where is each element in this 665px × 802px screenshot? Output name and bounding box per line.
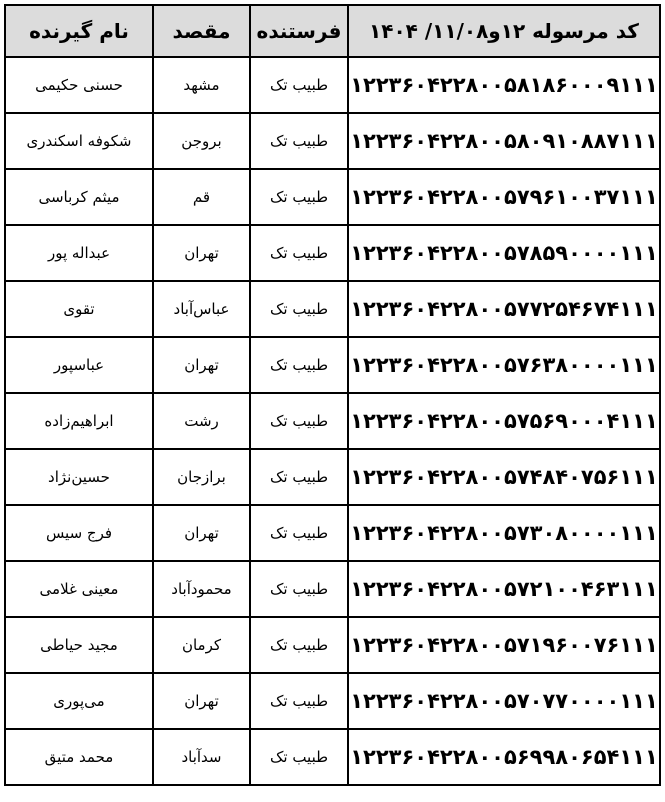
cell-recipient: عباسپور (5, 337, 153, 393)
cell-code (348, 617, 660, 673)
tracking-code: ۱۲۲۳۶۰۴۲۲۸۰۰۵۷۰۷۷۰۰۰۰۱۱۱ (350, 689, 658, 713)
cell-sender: طبیب تک (250, 449, 348, 505)
cell-code (348, 281, 660, 337)
cell-code (348, 113, 660, 169)
tracking-code: ۱۲۲۳۶۰۴۲۲۸۰۰۵۸۰۹۱۰۸۸۷۱۱۱ (350, 129, 658, 153)
table-row (5, 561, 660, 617)
shipment-table (4, 4, 661, 786)
cell-recipient: شکوفه اسکندری (5, 113, 153, 169)
table-row (5, 673, 660, 729)
cell-sender: طبیب تک (250, 393, 348, 449)
cell-code (348, 505, 660, 561)
tracking-code: ۱۲۲۳۶۰۴۲۲۸۰۰۵۷۴۸۴۰۷۵۶۱۱۱ (350, 465, 658, 489)
cell-code (348, 729, 660, 785)
cell-code (348, 561, 660, 617)
cell-code (348, 673, 660, 729)
cell-destination: تهران (153, 673, 250, 729)
cell-sender: طبیب تک (250, 113, 348, 169)
table-row (5, 225, 660, 281)
cell-code (348, 225, 660, 281)
cell-recipient: تقوی (5, 281, 153, 337)
cell-destination: بروجن (153, 113, 250, 169)
table-row (5, 505, 660, 561)
cell-sender: طبیب تک (250, 337, 348, 393)
cell-recipient: فرج سیس (5, 505, 153, 561)
tracking-code: ۱۲۲۳۶۰۴۲۲۸۰۰۵۷۵۶۹۰۰۰۴۱۱۱ (350, 409, 658, 433)
cell-destination: سدآباد (153, 729, 250, 785)
cell-sender: طبیب تک (250, 57, 348, 113)
cell-destination: کرمان (153, 617, 250, 673)
cell-recipient: می‌پوری (5, 673, 153, 729)
header-sender: فرستنده (250, 5, 348, 57)
cell-sender: طبیب تک (250, 281, 348, 337)
cell-code (348, 449, 660, 505)
cell-sender: طبیب تک (250, 505, 348, 561)
cell-code (348, 169, 660, 225)
cell-code (348, 57, 660, 113)
tracking-code: ۱۲۲۳۶۰۴۲۲۸۰۰۵۶۹۹۸۰۶۵۴۱۱۱ (350, 745, 658, 769)
cell-recipient: مجید حیاطی (5, 617, 153, 673)
tracking-code: ۱۲۲۳۶۰۴۲۲۸۰۰۵۷۲۱۰۰۴۶۳۱۱۱ (350, 577, 658, 601)
table-body (5, 57, 660, 785)
cell-recipient: عبداله پور (5, 225, 153, 281)
tracking-code: ۱۲۲۳۶۰۴۲۲۸۰۰۵۷۶۳۸۰۰۰۰۱۱۱ (350, 353, 658, 377)
cell-sender: طبیب تک (250, 729, 348, 785)
cell-destination: رشت (153, 393, 250, 449)
cell-destination: قم (153, 169, 250, 225)
cell-recipient: حسنی حکیمی (5, 57, 153, 113)
cell-recipient: حسین‌نژاد (5, 449, 153, 505)
cell-destination: تهران (153, 505, 250, 561)
tracking-code: ۱۲۲۳۶۰۴۲۲۸۰۰۵۷۱۹۶۰۰۷۶۱۱۱ (350, 633, 658, 657)
cell-recipient: معینی غلامی (5, 561, 153, 617)
table-row (5, 57, 660, 113)
cell-recipient: میثم کرباسی (5, 169, 153, 225)
cell-sender: طبیب تک (250, 561, 348, 617)
table-row (5, 169, 660, 225)
cell-destination: برازجان (153, 449, 250, 505)
cell-sender: طبیب تک (250, 169, 348, 225)
header-destination: مقصد (153, 5, 250, 57)
tracking-code: ۱۲۲۳۶۰۴۲۲۸۰۰۵۷۹۶۱۰۰۳۷۱۱۱ (350, 185, 658, 209)
table-row (5, 449, 660, 505)
header-code: کد مرسوله ۱۲و۱۱/۰۸/ ۱۴۰۴ (348, 5, 660, 57)
cell-destination: محمودآباد (153, 561, 250, 617)
tracking-code: ۱۲۲۳۶۰۴۲۲۸۰۰۵۸۱۸۶۰۰۰۹۱۱۱ (350, 73, 658, 97)
tracking-code: ۱۲۲۳۶۰۴۲۲۸۰۰۵۷۸۵۹۰۰۰۰۱۱۱ (350, 241, 658, 265)
cell-sender: طبیب تک (250, 225, 348, 281)
tracking-code: ۱۲۲۳۶۰۴۲۲۸۰۰۵۷۷۲۵۴۶۷۴۱۱۱ (350, 297, 658, 321)
cell-sender: طبیب تک (250, 617, 348, 673)
cell-destination: عباس‌آباد (153, 281, 250, 337)
cell-destination: تهران (153, 337, 250, 393)
cell-code (348, 393, 660, 449)
table-row (5, 617, 660, 673)
table-row (5, 337, 660, 393)
table-header-row (5, 5, 660, 57)
tracking-code: ۱۲۲۳۶۰۴۲۲۸۰۰۵۷۳۰۸۰۰۰۰۱۱۱ (350, 521, 658, 545)
header-recipient: نام گیرنده (5, 5, 153, 57)
table-row (5, 113, 660, 169)
table-row (5, 393, 660, 449)
cell-code (348, 337, 660, 393)
table-row (5, 729, 660, 785)
shipment-table-sheet (4, 4, 659, 794)
table-row (5, 281, 660, 337)
cell-sender: طبیب تک (250, 673, 348, 729)
cell-recipient: محمد متیق (5, 729, 153, 785)
cell-destination: مشهد (153, 57, 250, 113)
cell-recipient: ابراهیم‌زاده (5, 393, 153, 449)
cell-destination: تهران (153, 225, 250, 281)
